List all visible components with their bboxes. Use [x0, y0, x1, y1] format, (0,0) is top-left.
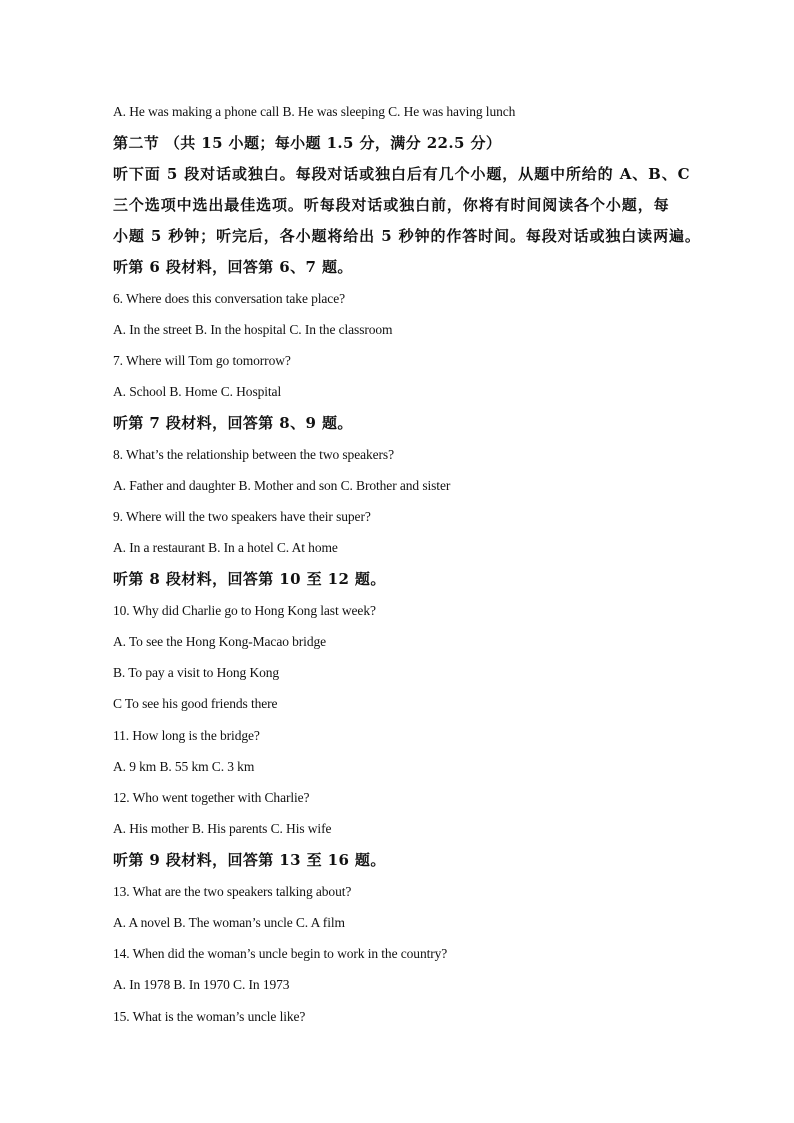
instructions-line-1: 听下面 5 段对话或独白。每段对话或独白后有几个小题，从题中所给的 A、B、C [113, 165, 691, 183]
answer-options-q14: A. In 1978 B. In 1970 C. In 1973 [113, 977, 290, 992]
question-11: 11. How long is the bridge? [113, 728, 260, 743]
instructions-line-3: 小题 5 秒钟；听完后，各小题将给出 5 秒钟的作答时间。每段对话或独白读两遍。 [113, 227, 701, 245]
answer-option-10c: C To see his good friends there [113, 696, 278, 711]
question-8: 8. What’s the relationship between the two speakers? [113, 447, 394, 462]
answer-options-q13: A. A novel B. The woman’s uncle C. A film [113, 915, 345, 930]
answer-options-q9: A. In a restaurant B. In a hotel C. At home [113, 540, 338, 555]
material-8-heading: 听第 8 段材料，回答第 10 至 12 题。 [113, 570, 386, 588]
question-15: 15. What is the woman’s uncle like? [113, 1009, 306, 1024]
answer-options-q8: A. Father and daughter B. Mother and son C. Brother and sister [113, 478, 451, 493]
answer-options-q11: A. 9 km B. 55 km C. 3 km [113, 759, 255, 774]
question-9: 9. Where will the two speakers have their super? [113, 509, 371, 524]
question-10: 10. Why did Charlie go to Hong Kong last week? [113, 603, 376, 618]
answer-option-10b: B. To pay a visit to Hong Kong [113, 665, 280, 680]
material-9-heading: 听第 9 段材料，回答第 13 至 16 题。 [113, 851, 386, 869]
question-6: 6. Where does this conversation take place? [113, 291, 345, 306]
question-7: 7. Where will Tom go tomorrow? [113, 353, 291, 368]
section-heading: 第二节 （共 15 小题；每小题 1.5 分，满分 22.5 分） [113, 134, 502, 152]
answer-options-q5: A. He was making a phone call B. He was sleeping C. He was having lunch [113, 104, 516, 119]
answer-options-q7: A. School B. Home C. Hospital [113, 384, 282, 399]
question-13: 13. What are the two speakers talking about? [113, 884, 352, 899]
question-12: 12. Who went together with Charlie? [113, 790, 310, 805]
answer-options-q12: A. His mother B. His parents C. His wife [113, 821, 332, 836]
instructions-line-2: 三个选项中选出最佳选项。听每段对话或独白前，你将有时间阅读各个小题，每 [113, 196, 670, 214]
material-7-heading: 听第 7 段材料，回答第 8、9 题。 [113, 414, 353, 432]
question-14: 14. When did the woman’s uncle begin to work in the country? [113, 946, 448, 961]
answer-options-q6: A. In the street B. In the hospital C. In the classroom [113, 322, 393, 337]
material-6-heading: 听第 6 段材料，回答第 6、7 题。 [113, 258, 353, 276]
answer-option-10a: A. To see the Hong Kong-Macao bridge [113, 634, 327, 649]
